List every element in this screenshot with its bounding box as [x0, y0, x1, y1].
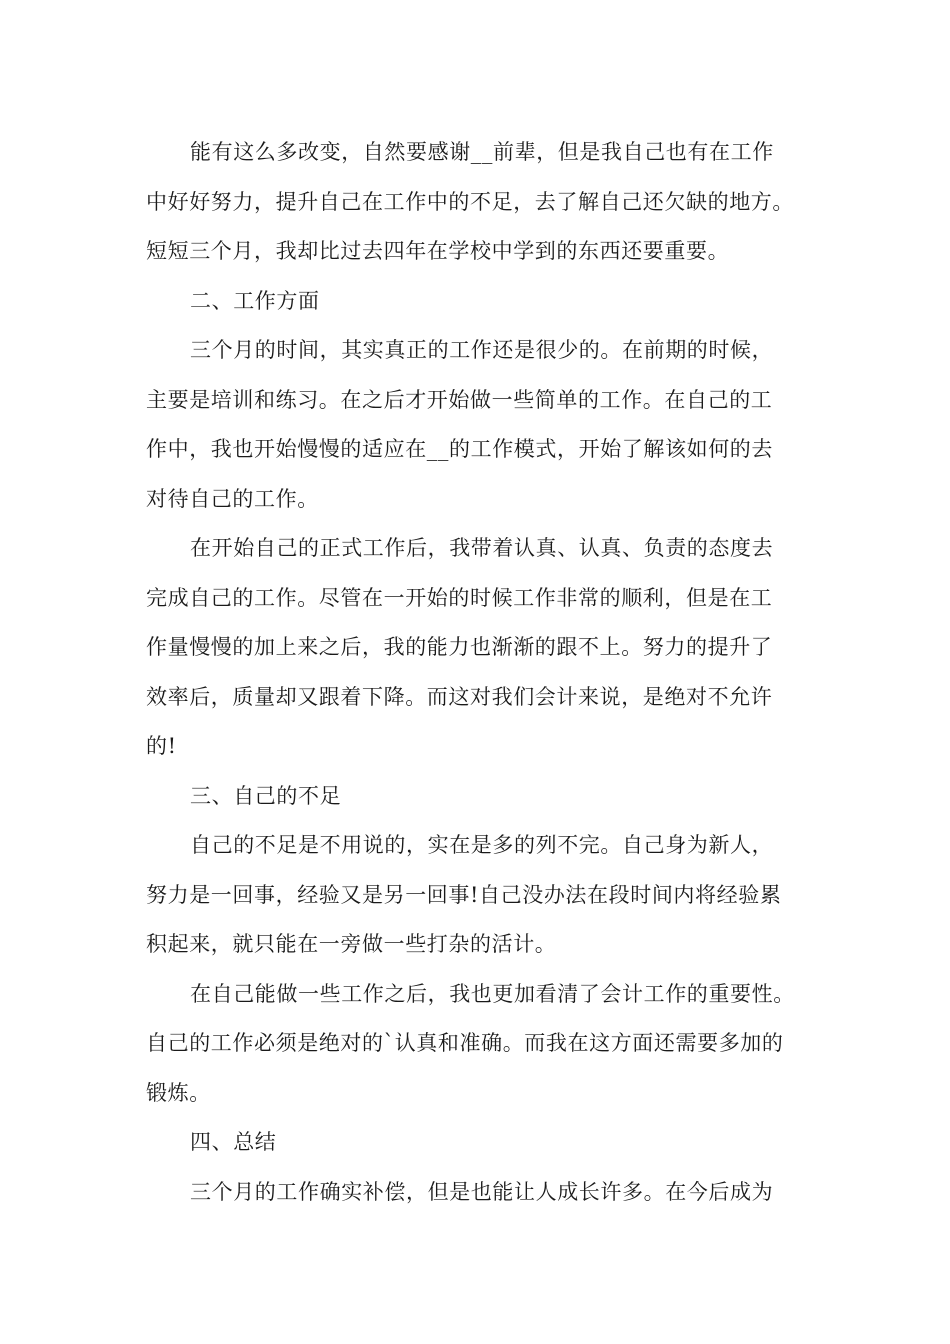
section-heading: 四、总结	[190, 1130, 277, 1154]
section-heading: 二、工作方面	[190, 289, 320, 313]
paragraph-line: 主要是培训和练习。在之后才开始做一些简单的工作。在自己的工	[146, 388, 773, 412]
paragraph-line: 短短三个月，我却比过去四年在学校中学到的东西还要重要。	[146, 239, 730, 263]
paragraph-line: 的!	[146, 734, 177, 758]
paragraph-line: 自己的不足是不用说的，实在是多的列不完。自己身为新人，	[190, 833, 774, 857]
paragraph-line: 积起来，就只能在一旁做一些打杂的活计。	[146, 932, 557, 956]
paragraph-line: 自己的工作必须是绝对的`认真和准确。而我在这方面还需要多加的	[146, 1031, 784, 1055]
paragraph-line: 作中，我也开始慢慢的适应在__的工作模式，开始了解该如何的去	[146, 437, 773, 461]
section-heading: 三、自己的不足	[190, 784, 342, 808]
paragraph-line: 锻炼。	[146, 1081, 211, 1105]
paragraph-line: 在自己能做一些工作之后，我也更加看清了会计工作的重要性。	[190, 982, 795, 1006]
paragraph-line: 效率后，质量却又跟着下降。而这对我们会计来说，是绝对不允许	[146, 685, 773, 709]
paragraph-line: 三个月的工作确实补偿，但是也能让人成长许多。在今后成为	[190, 1180, 774, 1204]
paragraph-line: 作量慢慢的加上来之后，我的能力也渐渐的跟不上。努力的提升了	[146, 635, 773, 659]
paragraph-line: 对待自己的工作。	[146, 487, 319, 511]
paragraph-line: 努力是一回事，经验又是另一回事!自己没办法在段时间内将经验累	[146, 883, 782, 907]
paragraph-line: 三个月的时间，其实真正的工作还是很少的。在前期的时候，	[190, 338, 774, 362]
paragraph-line: 能有这么多改变，自然要感谢__前辈，但是我自己也有在工作	[190, 140, 774, 164]
paragraph-line: 完成自己的工作。尽管在一开始的时候工作非常的顺利，但是在工	[146, 586, 773, 610]
paragraph-line: 在开始自己的正式工作后，我带着认真、认真、负责的态度去	[190, 536, 774, 560]
paragraph-line: 中好好努力，提升自己在工作中的不足，去了解自己还欠缺的地方。	[146, 190, 794, 214]
